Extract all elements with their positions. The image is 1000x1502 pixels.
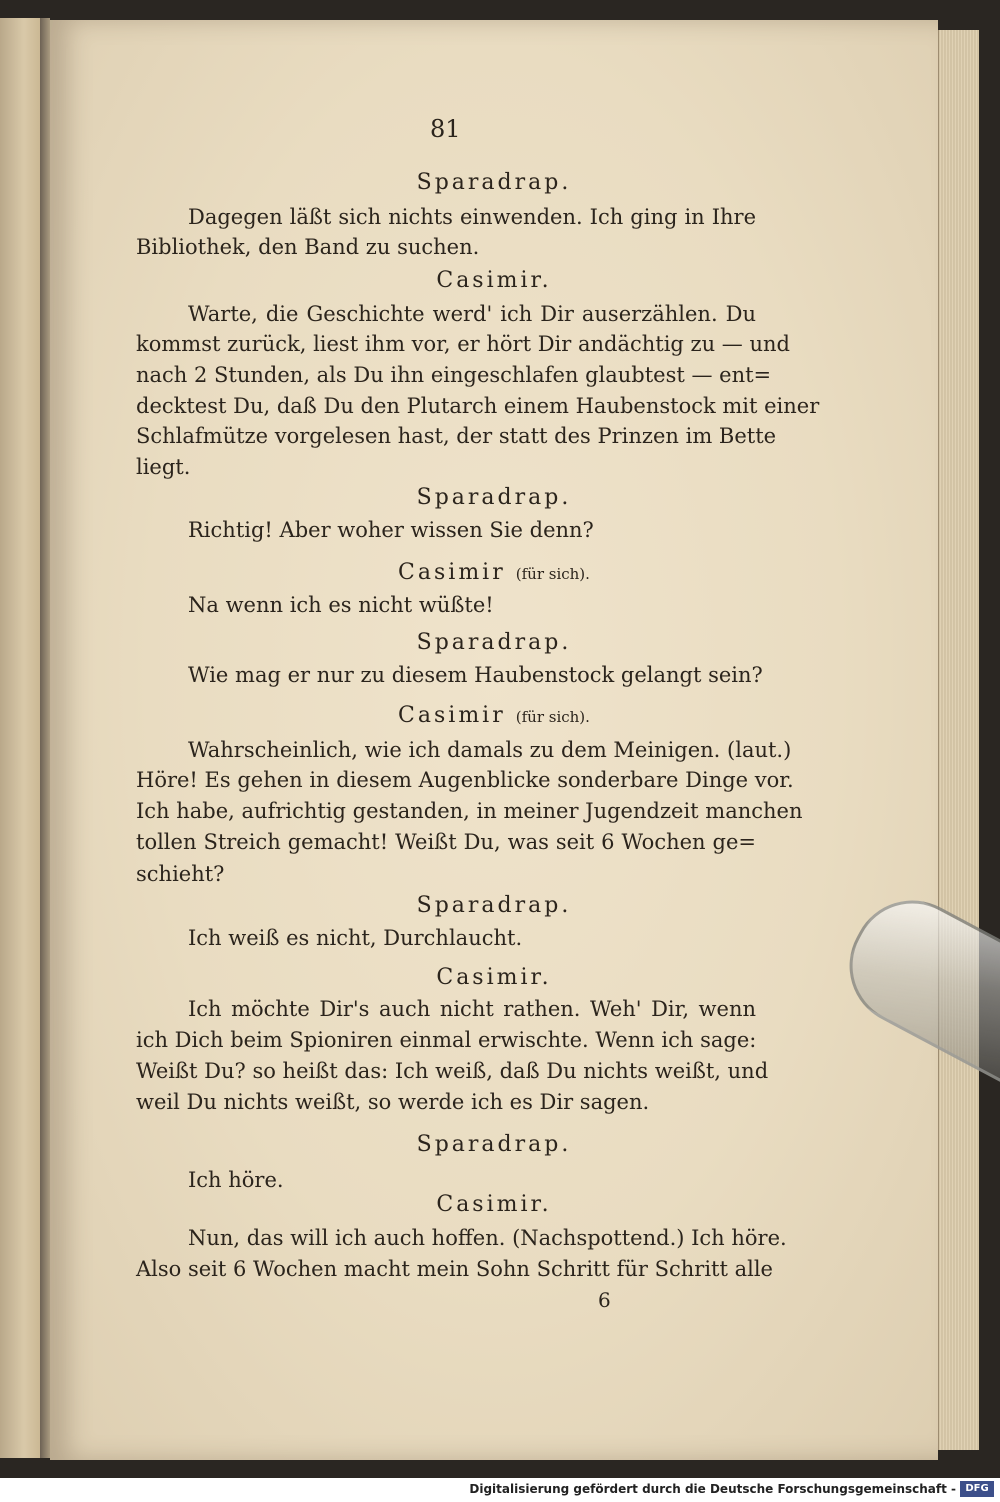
dialogue-line: Wahrscheinlich, wie ich damals zu dem Meinigen. (laut.) xyxy=(188,738,792,762)
stage-direction: (für sich). xyxy=(515,565,590,583)
signature-mark: 6 xyxy=(598,1288,611,1312)
dfg-logo: DFG xyxy=(960,1481,994,1497)
dialogue-line: liegt. xyxy=(136,455,191,479)
dialogue-line: Bibliothek, den Band zu suchen. xyxy=(136,235,480,259)
dialogue-line: Höre! Es gehen in diesem Augenblicke sonderbare Dinge vor. xyxy=(136,768,794,792)
speaker-heading xyxy=(50,560,938,585)
dialogue-line: Warte, die Geschichte werd' ich Dir auserzählen. Du xyxy=(188,302,756,326)
dialogue-line: Na wenn ich es nicht wüßte! xyxy=(188,593,494,617)
speaker-heading: Sparadrap. xyxy=(416,1132,572,1157)
dialogue-line: Ich höre. xyxy=(188,1168,284,1192)
dialogue-line: Wie mag er nur zu diesem Haubenstock gelangt sein? xyxy=(188,663,763,687)
speaker-heading: Sparadrap. xyxy=(416,630,572,655)
dialogue-line: Ich weiß es nicht, Durchlaucht. xyxy=(188,926,523,950)
dialogue-line: Schlafmütze vorgelesen hast, der statt des Prinzen im Bette xyxy=(136,424,777,448)
page-number: 81 xyxy=(430,115,461,143)
speaker-heading: Casimir. xyxy=(436,268,552,293)
speaker-heading: Sparadrap. xyxy=(416,485,572,510)
dialogue-line: tollen Streich gemacht! Weißt Du, was seit 6 Wochen ge= xyxy=(136,830,756,854)
dialogue-line: nach 2 Stunden, als Du ihn eingeschlafen glaubtest — ent= xyxy=(136,363,772,387)
dialogue-line: Ich möchte Dir's auch nicht rathen. Weh' Dir, wenn xyxy=(188,997,756,1021)
dialogue-line: weil Du nichts weißt, so werde ich es Dir sagen. xyxy=(136,1090,650,1114)
book-spine xyxy=(40,18,50,1458)
dialogue-line: Ich habe, aufrichtig gestanden, in meiner Jugendzeit manchen xyxy=(136,799,803,823)
dialogue-line: schieht? xyxy=(136,862,225,886)
left-page-edge xyxy=(0,18,42,1458)
dialogue-line: Dagegen läßt sich nichts einwenden. Ich ging in Ihre xyxy=(188,205,756,229)
dialogue-line: decktest Du, daß Du den Plutarch einem Haubenstock mit einer xyxy=(136,394,820,418)
speaker-name: Casimir xyxy=(398,560,506,585)
dialogue-line: kommst zurück, liest ihm vor, er hört Dir andächtig zu — und xyxy=(136,332,790,356)
speaker-heading: Sparadrap. xyxy=(416,170,572,195)
dialogue-line: Weißt Du? so heißt das: Ich weiß, daß Du nichts weißt, und xyxy=(136,1059,769,1083)
speaker-heading: Casimir. xyxy=(436,965,552,990)
funding-credit: Digitalisierung gefördert durch die Deutsche Forschungsgemeinschaft - xyxy=(469,1482,956,1496)
speaker-heading xyxy=(50,703,938,728)
speaker-name: Casimir xyxy=(398,703,506,728)
dialogue-line: ich Dich beim Spioniren einmal erwischte. Wenn ich sage: xyxy=(136,1028,757,1052)
speaker-heading: Sparadrap. xyxy=(416,893,572,918)
stage-direction: (für sich). xyxy=(515,708,590,726)
dialogue-line: Richtig! Aber woher wissen Sie denn? xyxy=(188,518,594,542)
speaker-heading: Casimir. xyxy=(436,1192,552,1217)
dialogue-line: Also seit 6 Wochen macht mein Sohn Schritt für Schritt alle xyxy=(136,1257,773,1281)
page-edges xyxy=(938,30,979,1450)
dialogue-line: Nun, das will ich auch hoffen. (Nachspottend.) Ich höre. xyxy=(188,1226,787,1250)
